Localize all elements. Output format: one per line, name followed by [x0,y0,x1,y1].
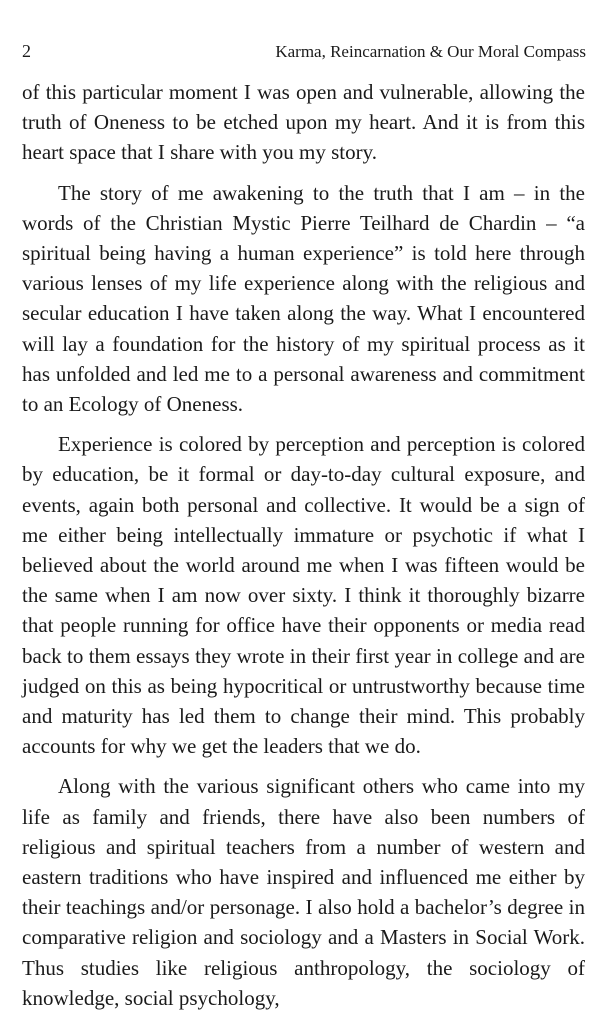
page-number: 2 [22,41,31,61]
paragraph-continuation: of this particular moment I was open and vulnerable, allowing the truth of Oneness to be etched upon my heart. And it is from this heart space that I share with you my story. [22,80,585,165]
running-title: Karma, Reincarnation & Our Moral Compass [275,42,586,61]
paragraph-experience: Experience is colored by perception and perception is colored by education, be it formal or day-to-day cultural exposure, and events, again both personal and collective. It would be a sign of me either being intellectually immature or psychotic if what I believed about the world around me when I was fifteen would be the same when I am now over sixty. I think it thoroughly bizarre that people running for office have their opponents or media read back to them essays they wrote in their first year in college and are judged on this as being hypocritical or untrustworthy because time and maturity has led them to change their mind. This probably accounts for why we get the leaders that we do. [22,432,585,759]
body-text [22,77,585,1013]
paragraph-awakening: The story of me awakening to the truth that I am – in the words of the Christian Mystic Pierre Teilhard de Chardin – “a spiritual being having a human experience” is told here through various lenses of my life experience along with the religious and secular education I have taken along the way. What I encountered will lay a foundation for the history of my spiritual process as it has unfolded and led me to a personal awareness and commitment to an Ecology of Oneness. [22,180,585,417]
paragraph-teachers: Along with the various significant others who came into my life as family and friends, there have also been numbers of religious and spiritual teachers from a number of western and eastern traditions who have inspired and influenced me either by their teachings and/or personage. I also hold a bachelor’s degree in comparative religion and sociology and a Masters in Social Work. Thus studies like religious anthropology, the sociology of knowledge, social psychology, [22,774,585,1010]
running-head [22,41,586,65]
